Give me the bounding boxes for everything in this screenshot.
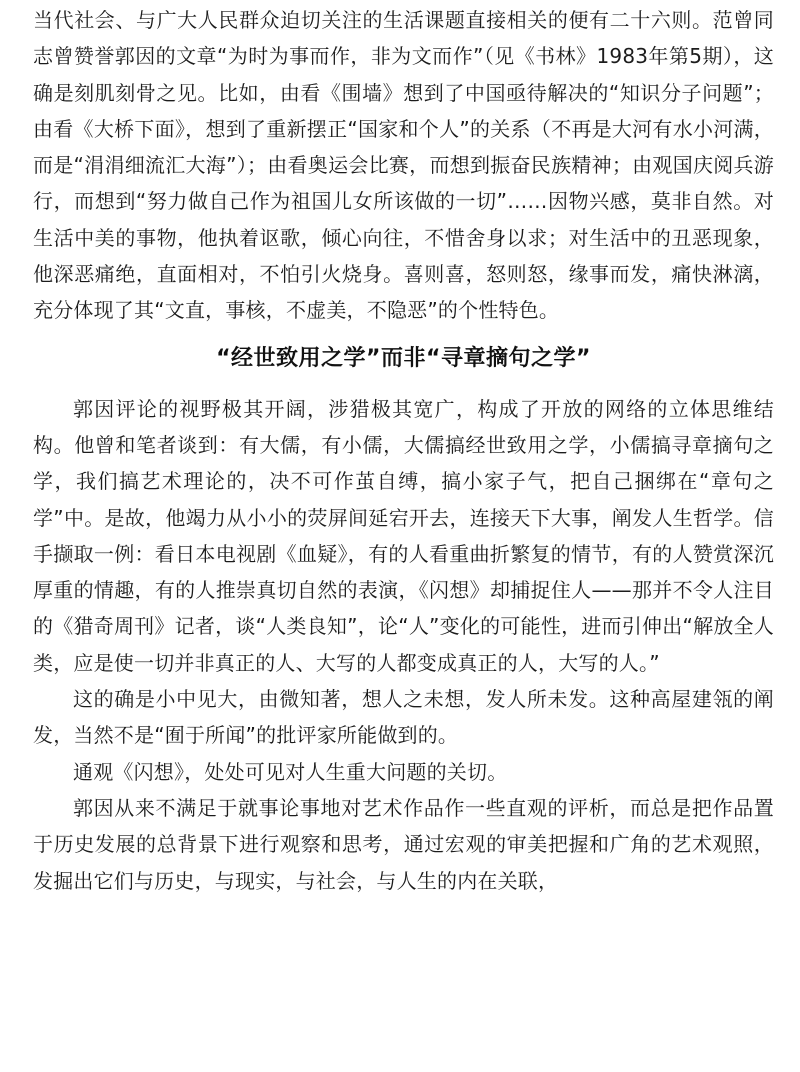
body-paragraph-2: 这的确是小中见大，由微知著，想人之未想，发人所未发。这种高屋建瓴的阐发，当然不是“囿于所闻”的批评家所能做到的。: [33, 687, 774, 748]
body-paragraph-3: 通观《闪想》，处处可见对人生重大问题的关切。: [73, 759, 508, 784]
intro-paragraph: 当代社会、与广大人民群众迫切关注的生活课题直接相关的便有二十六则。范曾同志曾赞誉郭因的文章“为时为事而作，非为文而作”（见《书林》1983年第5期），这确是刻肌刻骨之见。比如，由看《围墙》想到了中国亟待解决的“知识分子问题”；由看《大桥下面》，想到了重新摆正“国家和个人”的关系（不再是大河有水小河满，而是“涓涓细流汇大海”）；由看奥运会比赛，而想到振奋民族精神；由观国庆阅兵游行，而想到“努力做自己作为祖国儿女所该做的一切”……因物兴感，莫非自然。对生活中美的事物，他执着讴歌，倾心向往，不惜舍身以求；对生活中的丑恶现象，他深恶痛绝，直面相对，不怕引火烧身。喜则喜，怒则怒，缘事而发，痛快淋漓，充分体现了其“文直，事核，不虚美，不隐恶”的个性特色。: [33, 8, 774, 323]
body-paragraph-4: 郭因从来不满足于就事论事地对艺术作品作一些直观的评析，而总是把作品置于历史发展的总背景下进行观察和思考，通过宏观的审美把握和广角的艺术观照，发掘出它们与历史，与现实，与社会，与人生的内在关联，: [33, 795, 774, 893]
body-paragraph-1: 郭因评论的视野极其开阔，涉猎极其宽广，构成了开放的网络的立体思维结构。他曾和笔者谈到：有大儒，有小儒，大儒搞经世致用之学，小儒搞寻章摘句之学，我们搞艺术理论的，决不可作茧自缚，搞小家子气，把自己捆绑在“章句之学”中。是故，他竭力从小小的荧屏间延宕开去，连接天下大事，阐发人生哲学。信手撷取一例：看日本电视剧《血疑》，有的人看重曲折繁复的情节，有的人赞赏深沉厚重的情趣，有的人推崇真切自然的表演，《闪想》却捕捉住人——那并不令人注目的《猎奇周刊》记者，谈“人类良知”，论“人”变化的可能性，进而引伸出“解放全人类，应是使一切并非真正的人、大写的人都变成真正的人，大写的人。”: [33, 396, 774, 675]
section-heading: “经世致用之学”而非“寻章摘句之学”: [216, 345, 591, 371]
